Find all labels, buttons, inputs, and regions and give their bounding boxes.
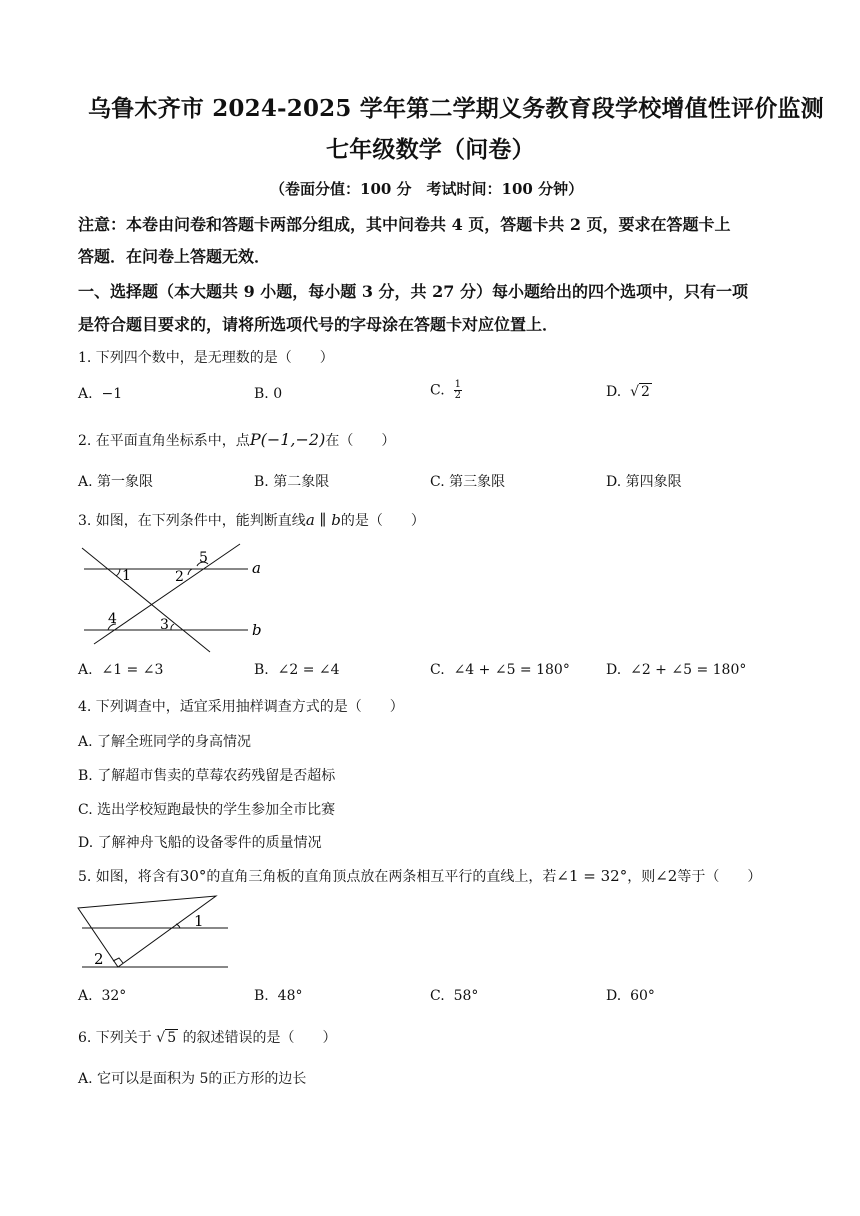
option-text: 48° (277, 988, 303, 1004)
radical-sign: √ (630, 384, 640, 400)
angle-label-2: 2 (175, 569, 184, 585)
line-a-label: a (252, 559, 261, 577)
triangle-ruler-figure (76, 892, 246, 982)
transversal-1 (82, 548, 210, 652)
option-label: D. (606, 662, 622, 678)
angle-label-1: 1 (194, 912, 204, 930)
stem-text: 等于（ ） (677, 869, 762, 885)
option-text: 32° (101, 988, 127, 1004)
option-text: 第二象限 (273, 474, 330, 490)
notice-line-1: 注意：本卷由问卷和答题卡两部分组成，其中问卷共 4 页，答题卡共 2 页，要求在答题卡上 (78, 215, 731, 234)
exam-subtitle: 七年级数学（问卷） (326, 136, 535, 163)
question-3-option-a (78, 662, 163, 678)
option-text: 60° (630, 988, 655, 1004)
stem-text: 的是（ ） (340, 513, 425, 529)
option-label: A. (78, 474, 93, 490)
option-text: 了解全班同学的身高情况 (97, 734, 252, 750)
parallel-lines-figure (80, 540, 280, 655)
question-1-option-d (606, 384, 652, 400)
option-text: −1 (101, 386, 123, 402)
fraction-numerator: 1 (454, 379, 461, 390)
stem-text: 在（ ） (325, 433, 396, 449)
stem-math: a ∥ b (305, 511, 341, 529)
option-label: C. (430, 382, 445, 399)
question-6-option-a (78, 1068, 306, 1088)
stem-text: 6. 下列关于 (78, 1030, 152, 1046)
option-text: 了解神舟飞船的设备零件的质量情况 (97, 835, 322, 851)
option-text: 它可以是面积为 5的正方形的边长 (97, 1071, 307, 1087)
question-4-option-b (78, 765, 335, 785)
stem-text: 3. 如图，在下列条件中，能判断直线 (78, 513, 306, 529)
question-3-option-d (606, 662, 746, 678)
question-3-stem (78, 510, 425, 530)
question-1-option-a (78, 386, 122, 402)
line-b-label: b (252, 621, 262, 639)
option-text: 0 (273, 386, 283, 402)
angle-label-3: 3 (160, 617, 169, 633)
angle-label-1: 1 (122, 568, 131, 584)
stem-math: P(−1,−2) (249, 430, 326, 449)
question-2-option-b (254, 471, 329, 491)
option-label: A. (78, 734, 93, 750)
question-4-option-c (78, 799, 335, 819)
angle-label-4: 4 (108, 611, 117, 627)
exam-meta: （卷面分值：100 分 考试时间：100 分钟） (270, 180, 584, 198)
option-text: ∠2 = ∠4 (277, 662, 340, 678)
question-5-option-c (430, 988, 478, 1004)
option-text: ∠4 + ∠5 = 180° (453, 662, 570, 678)
angle-arc-2 (188, 569, 192, 575)
stem-math: ∠2 (655, 867, 678, 885)
stem-text: ，则 (627, 869, 656, 885)
option-label: B. (254, 662, 269, 678)
option-text: 选出学校短跑最快的学生参加全市比赛 (97, 802, 336, 818)
option-label: C. (430, 662, 445, 678)
stem-text: 2. 在平面直角坐标系中，点 (78, 433, 250, 449)
option-text: 第四象限 (625, 474, 682, 490)
question-3-option-b (254, 662, 340, 678)
option-label: C. (78, 802, 93, 818)
angle-arc-3 (171, 624, 174, 630)
radical-sign: √ (156, 1030, 166, 1046)
option-label: A. (78, 1071, 93, 1087)
question-4-stem: 4. 下列调查中，适宜采用抽样调查方式的是（ ） (78, 699, 404, 715)
question-2-option-d (606, 471, 682, 491)
option-text: ∠2 + ∠5 = 180° (630, 662, 747, 678)
option-label: B. (78, 768, 93, 784)
radicand: 2 (641, 384, 650, 400)
square-root (630, 384, 652, 400)
question-5-option-d (606, 988, 655, 1004)
question-4-option-d (78, 832, 322, 852)
angle-label-2: 2 (94, 950, 104, 968)
question-2-stem (78, 430, 395, 450)
option-label: B. (254, 988, 269, 1004)
option-label: A. (78, 386, 93, 402)
stem-math: 30° (179, 867, 207, 885)
question-6-stem (78, 1027, 337, 1047)
question-5-option-a (78, 988, 126, 1004)
stem-text: 5. 如图，将含有 (78, 869, 180, 885)
question-5-stem (78, 866, 761, 886)
option-text: 58° (453, 988, 479, 1004)
option-text: 第一象限 (97, 474, 154, 490)
option-label: A. (78, 662, 93, 678)
question-3-option-c (430, 662, 570, 678)
angle-arc-1 (116, 569, 120, 576)
option-label: D. (606, 988, 622, 1004)
square-root (156, 1030, 178, 1046)
option-label: A. (78, 988, 93, 1004)
option-label: B. (254, 474, 269, 490)
question-1-stem: 1. 下列四个数中，是无理数的是（ ） (78, 350, 334, 366)
stem-text: 的叙述错误的是（ ） (182, 1030, 337, 1046)
stem-text: 的直角三角板的直角顶点放在两条相互平行的直线上，若 (206, 869, 557, 885)
question-1-option-c (430, 380, 462, 401)
option-text: 第三象限 (449, 474, 506, 490)
option-text: ∠1 = ∠3 (101, 662, 164, 678)
question-2-option-a (78, 471, 153, 491)
radicand: 5 (167, 1030, 177, 1046)
option-label: D. (78, 835, 94, 851)
exam-title: 乌鲁木齐市 2024-2025 学年第二学期义务教育段学校增值性评价监测 (88, 95, 824, 122)
fraction (454, 380, 462, 401)
stem-math: ∠1 = 32° (556, 867, 628, 885)
option-label: D. (606, 384, 622, 400)
option-label: C. (430, 988, 445, 1004)
option-label: D. (606, 474, 622, 490)
section-heading-line-2: 是符合题目要求的，请将所选项代号的字母涂在答题卡对应位置上． (78, 315, 559, 334)
option-label: B. (254, 386, 269, 402)
fraction-denominator: 2 (454, 390, 461, 401)
question-1-option-b (254, 386, 282, 402)
option-text: 了解超市售卖的草莓农药残留是否超标 (97, 768, 336, 784)
option-label: C. (430, 474, 445, 490)
notice-line-2: 答题．在问卷上答题无效． (78, 247, 271, 266)
section-heading-line-1: 一、选择题（本大题共 9 小题，每小题 3 分，共 27 分）每小题给出的四个选项中，只有一项 (78, 282, 748, 301)
question-4-option-a (78, 731, 251, 751)
angle-label-5: 5 (199, 550, 208, 566)
question-2-option-c (430, 471, 505, 491)
angle-arc-1 (176, 924, 180, 928)
question-5-option-b (254, 988, 302, 1004)
